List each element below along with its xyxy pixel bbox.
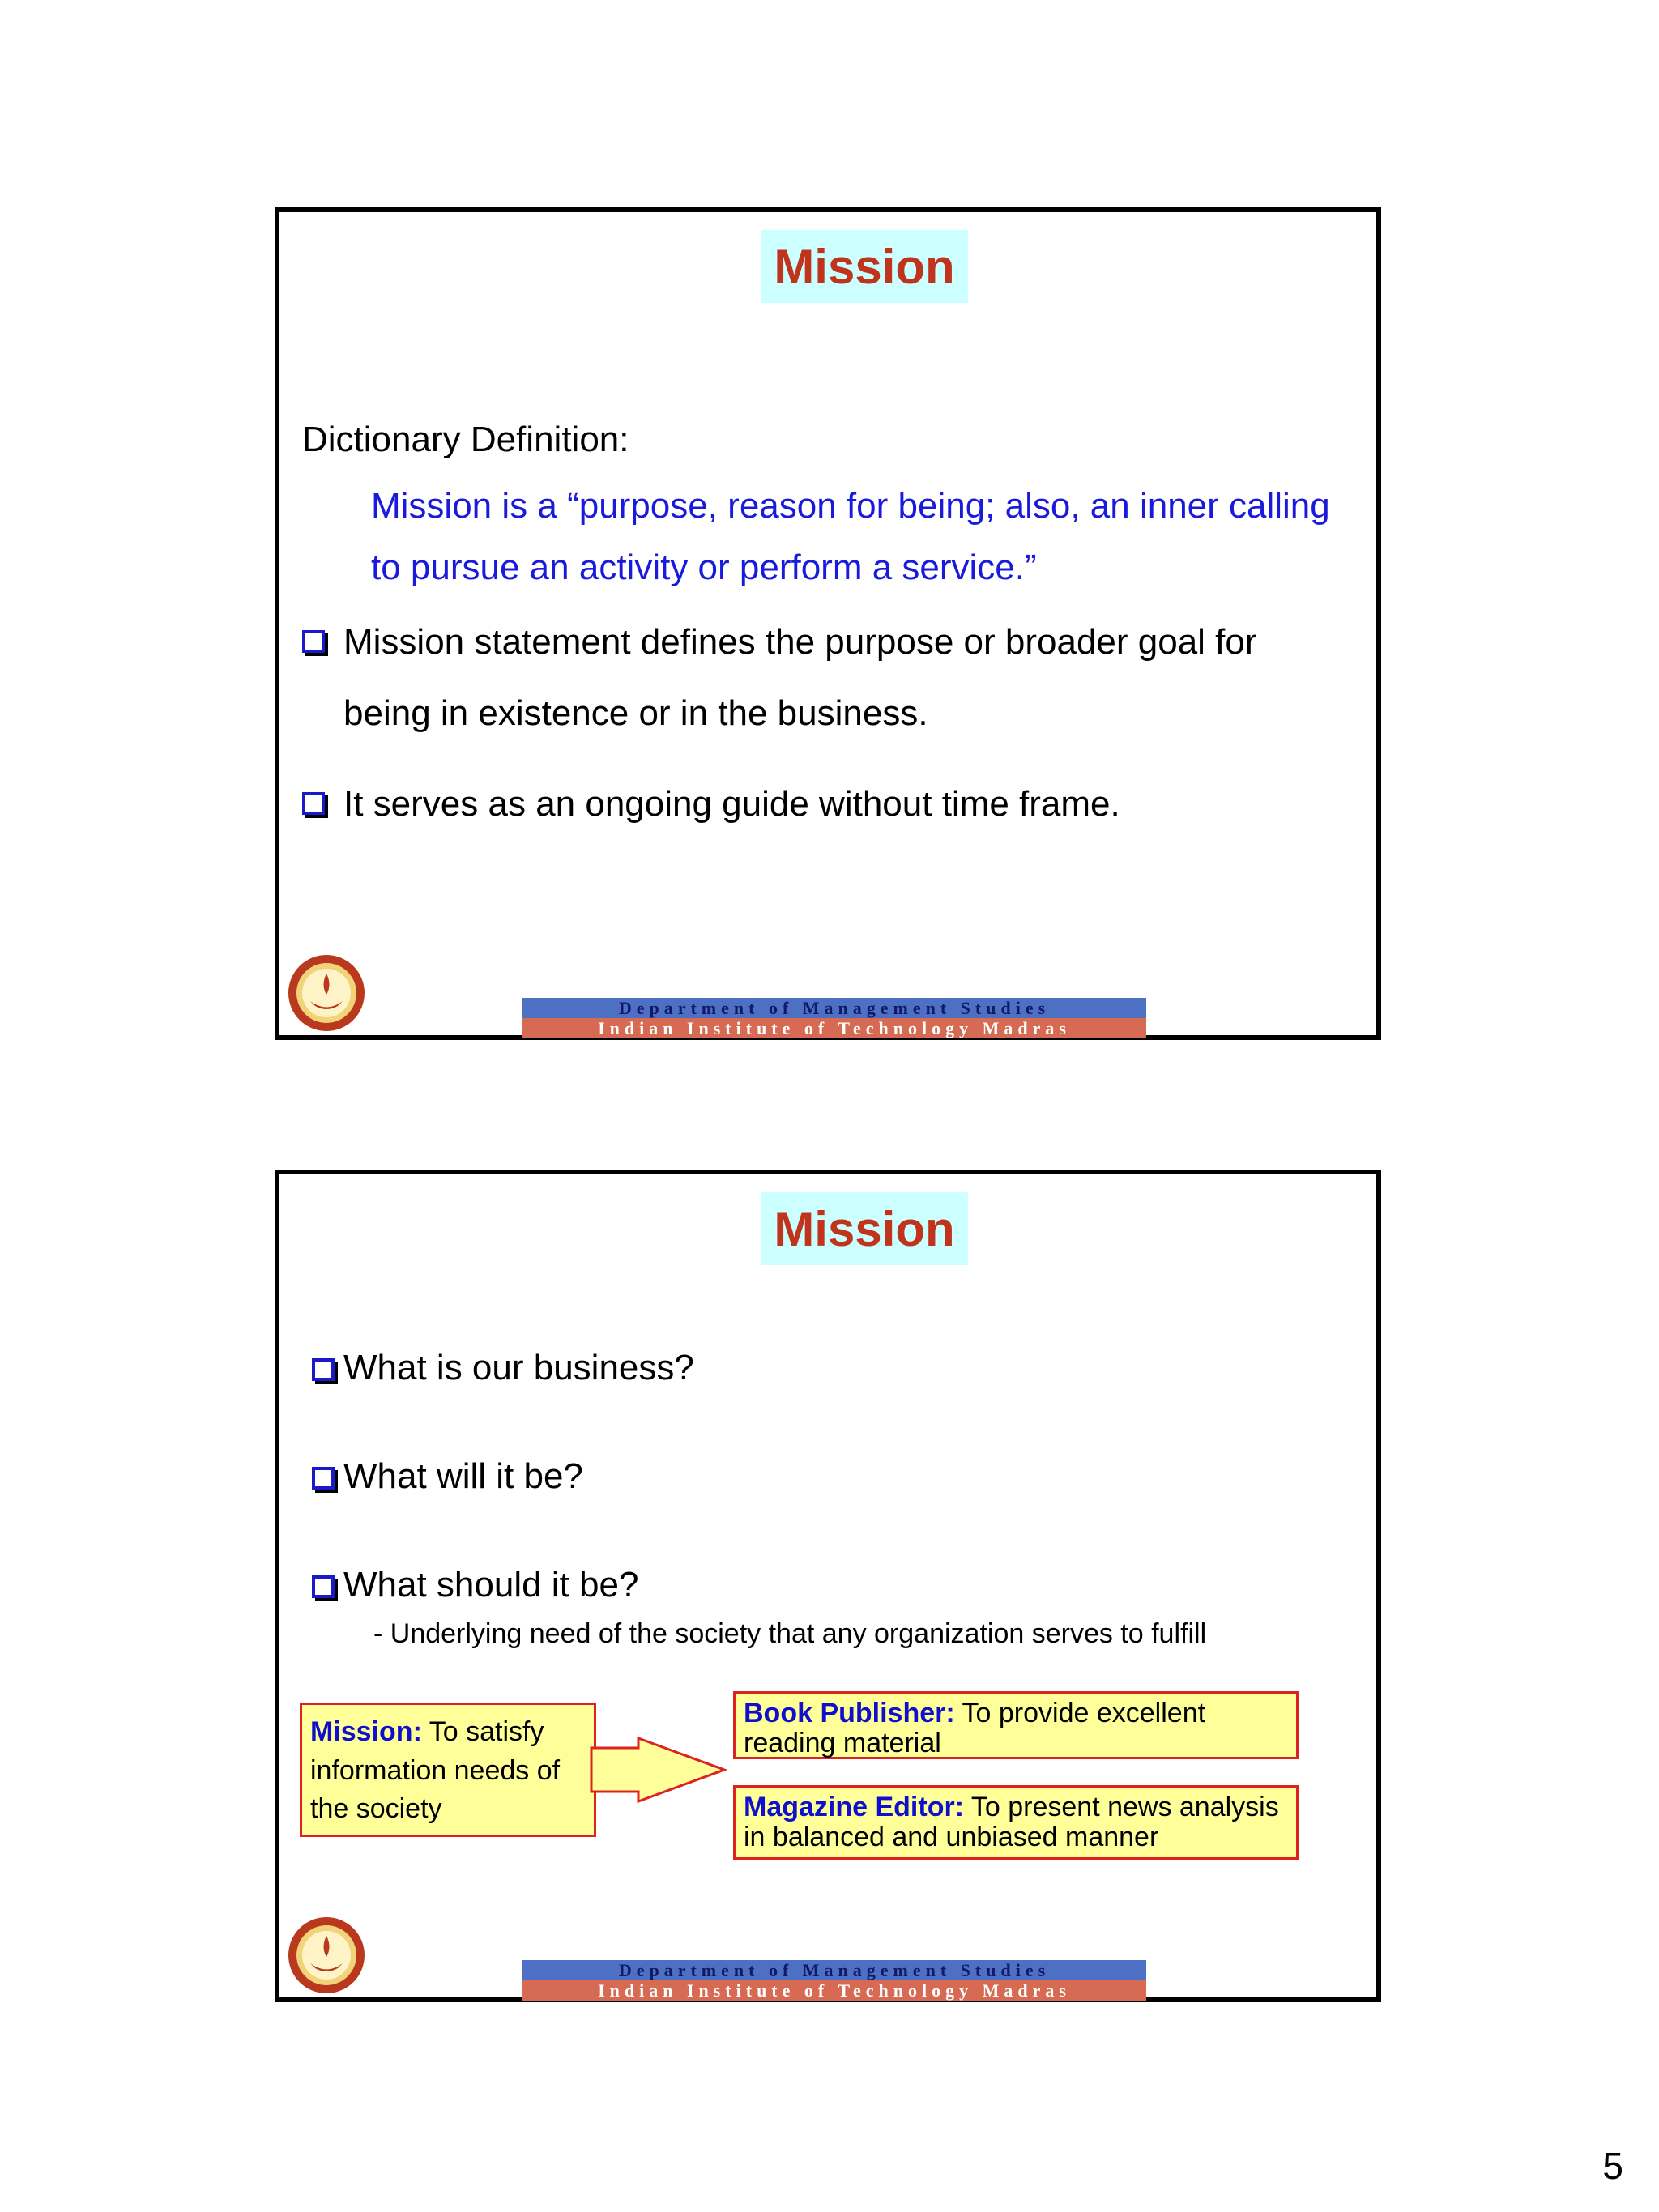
checkbox-bullet-icon: [312, 1467, 335, 1490]
banner-bottom-text: Indian Institute of Technology Madras: [522, 1980, 1146, 2001]
question-2: What will it be?: [343, 1456, 583, 1496]
banner-top-text: Department of Management Studies: [522, 1960, 1146, 1980]
banner-bottom-text: Indian Institute of Technology Madras: [522, 1018, 1146, 1038]
question-3-subtext: - Underlying need of the society that any organization serves to fulfill: [373, 1618, 1207, 1649]
checkbox-bullet-icon: [302, 630, 325, 653]
slide-2: [275, 1170, 1381, 2002]
checkbox-bullet-icon: [312, 1575, 335, 1598]
checkbox-bullet-icon: [312, 1358, 335, 1381]
magazine-editor-text: To present news analysis in balanced and unbiased manner: [744, 1792, 1279, 1853]
institute-seal-logo: [286, 953, 367, 1034]
book-publisher-box: [733, 1691, 1299, 1759]
institute-seal-logo: [286, 1915, 367, 1996]
slide-1: [275, 207, 1381, 1040]
page-number: 5: [1602, 2145, 1623, 2187]
mission-box-text: To satisfy information needs of the society: [310, 1716, 561, 1825]
slide-title: Mission: [761, 230, 968, 303]
question-1: What is our business?: [343, 1348, 694, 1387]
mission-box: [300, 1703, 596, 1837]
bullet-1-line-1: Mission statement defines the purpose or broader goal for: [343, 622, 1257, 662]
question-3: What should it be?: [343, 1565, 639, 1605]
magazine-editor-label: Magazine Editor:: [744, 1792, 965, 1822]
definition-line-1: Mission is a “purpose, reason for being; also, an inner calling: [371, 486, 1330, 526]
department-banner: [522, 998, 1146, 1038]
mission-box-label: Mission:: [310, 1716, 422, 1747]
definition-line-2: to pursue an activity or perform a service.”: [371, 548, 1037, 587]
book-publisher-label: Book Publisher:: [744, 1698, 955, 1728]
checkbox-bullet-icon: [302, 792, 325, 815]
definition-heading: Dictionary Definition:: [302, 420, 629, 459]
bullet-2: It serves as an ongoing guide without time frame.: [343, 784, 1120, 824]
slide-title: Mission: [761, 1192, 968, 1265]
bullet-1-line-2: being in existence or in the business.: [343, 693, 928, 733]
department-banner: [522, 1960, 1146, 2001]
banner-top-text: Department of Management Studies: [522, 998, 1146, 1018]
arrow-right-icon: [590, 1737, 729, 1803]
book-publisher-text: To provide excellent reading material: [744, 1698, 1206, 1759]
magazine-editor-box: [733, 1785, 1299, 1860]
